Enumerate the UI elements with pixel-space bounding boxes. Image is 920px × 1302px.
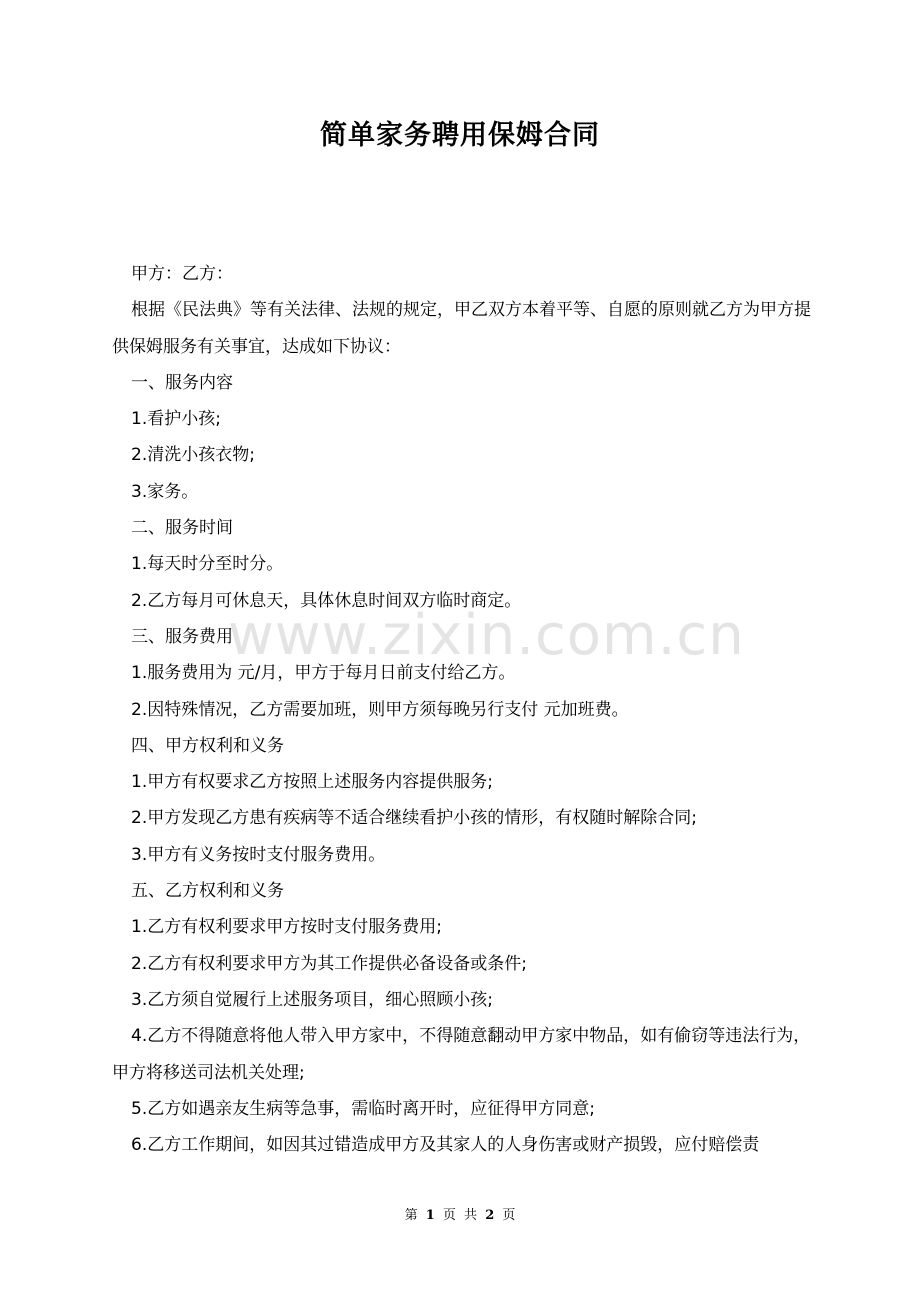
clause-item: 4.乙方不得随意将他人带入甲方家中，不得随意翻动甲方家中物品，如有偷窃等违法行为，甲方将移送司法机关处理; [112, 1026, 811, 1083]
document-title: 简单家务聘用保姆合同 [320, 120, 600, 151]
clause-item: 3.甲方有义务按时支付服务费用。 [131, 844, 386, 865]
clause-item: 2.甲方发现乙方患有疾病等不适合继续看护小孩的情形，有权随时解除合同; [131, 808, 697, 829]
clause-item: 2.清洗小孩衣物; [131, 445, 255, 466]
watermark: www.zixin.com.cn [228, 603, 745, 668]
page-footer [0, 1206, 920, 1226]
clause-item: 6.乙方工作期间，如因其过错造成甲方及其家人的人身伤害或财产损毁，应付赔偿责 [131, 1135, 760, 1156]
clause-item: 5.乙方如遇亲友生病等急事，需临时离开时，应征得甲方同意; [131, 1098, 595, 1119]
clause-item: 1.服务费用为 元/月，甲方于每月日前支付给乙方。 [131, 663, 516, 684]
total-pages-number: 2 [485, 1208, 495, 1223]
clause-item: 1.甲方有权要求乙方按照上述服务内容提供服务; [131, 772, 493, 793]
clause-item: 2.乙方有权利要求甲方为其工作提供必备设备或条件; [131, 953, 527, 974]
party-line: 甲方：乙方： [131, 264, 233, 284]
section-heading: 一、服务内容 [131, 372, 233, 393]
document-body [112, 256, 812, 1163]
footer-suffix: 页 [502, 1208, 516, 1223]
footer-prefix: 第 [404, 1208, 418, 1223]
clause-item: 3.乙方须自觉履行上述服务项目，细心照顾小孩; [131, 989, 493, 1010]
section-heading: 五、乙方权利和义务 [131, 881, 284, 902]
clause-item: 1.乙方有权利要求甲方按时支付服务费用; [131, 917, 442, 938]
clause-item: 2.因特殊情况，乙方需要加班，则甲方须每晚另行支付 元加班费。 [131, 699, 629, 720]
current-page-number: 1 [425, 1208, 435, 1223]
clause-item: 2.乙方每月可休息天，具体休息时间双方临时商定。 [131, 590, 522, 611]
preamble-paragraph: 根据《民法典》等有关法律、法规的规定，甲乙双方本着平等、自愿的原则就乙方为甲方提供保姆服务有关事宜，达成如下协议： [112, 300, 811, 357]
clause-item: 1.每天时分至时分。 [131, 554, 284, 575]
clause-item: 1.看护小孩; [131, 409, 221, 430]
footer-middle: 页 共 [442, 1208, 478, 1223]
section-heading: 三、服务费用 [131, 626, 233, 647]
clause-item: 3.家务。 [131, 481, 199, 502]
section-heading: 二、服务时间 [131, 518, 233, 539]
section-heading: 四、甲方权利和义务 [131, 735, 284, 756]
